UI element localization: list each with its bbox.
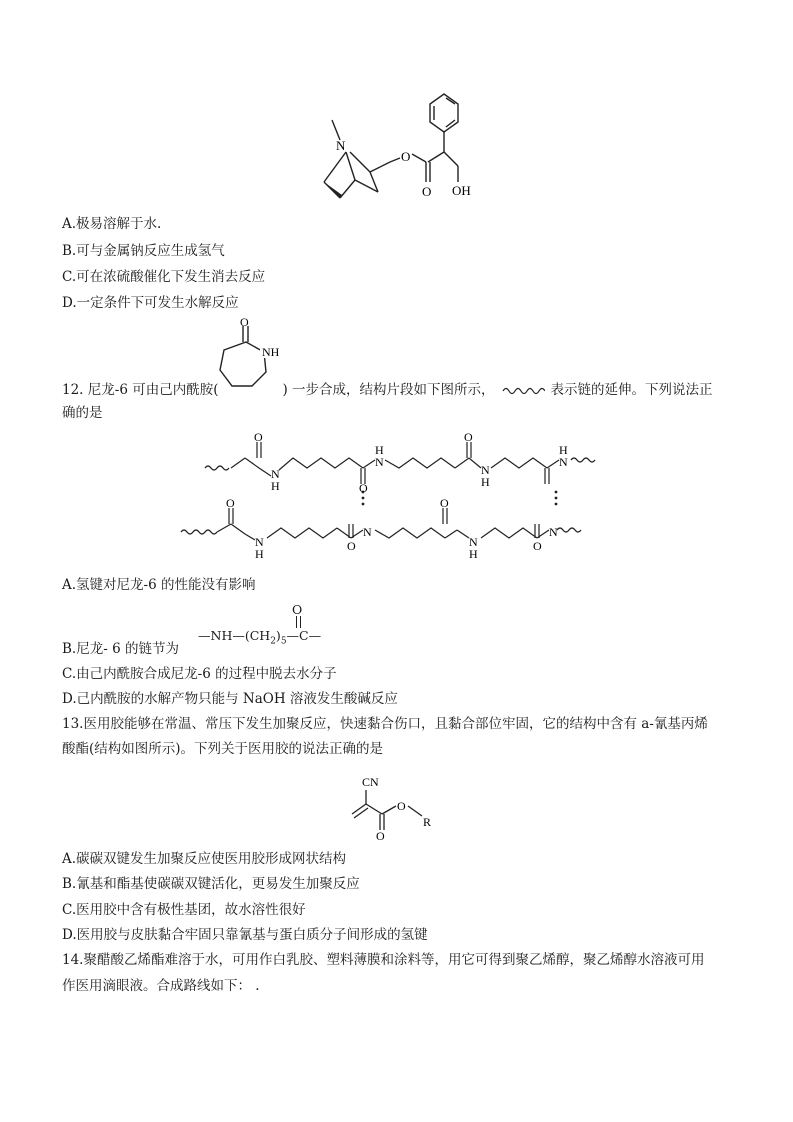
repeat-unit-nh: —NH— [198,628,245,643]
frag-o-3: O [464,430,473,444]
q13-stem-line1: 13.医用胶能够在常温、常压下发生加聚反应，快速黏合伤口，且黏合部位牢固，它的结构中含有 a-氰基丙烯 [62,716,708,732]
q11-structure-figure [300,82,490,210]
nylon6-fragment-figure [175,428,615,576]
q12-stem-suffix: 表示链的延伸。下列说法正 [550,382,713,398]
frag-h-3: H [481,475,490,489]
q11-n-label: N [336,138,346,153]
caprolactam-nh-label: NH [262,345,280,359]
q12-repeat-unit-formula [198,602,338,646]
frag-o-8: O [533,539,542,553]
wavy-chain-icon [501,385,545,397]
repeat-unit-c: —C— [286,628,322,643]
repeat-unit-sub2: 2 [270,636,276,647]
q11-o-label: O [401,149,411,164]
frag-n-8: N [549,525,558,539]
q12-option-b [62,640,179,658]
q12-option-d: D.己内酰胺的水解产物只能与 NaOH 溶液发生酸碱反应 [62,691,398,707]
frag-h-7: H [469,547,478,561]
frag-o-5: O [226,496,235,510]
cyanoacrylate-structure-figure [330,768,450,840]
q12-stem-line1 [62,381,713,399]
frag-h-5: H [255,547,264,561]
cn-label: CN [362,775,379,789]
cyano-carbonyl-o-label: O [376,829,385,840]
q12-stem-line2: 确的是 [62,405,103,421]
q13-option-c: C.医用胶中含有极性基团，故水溶性很好 [62,902,306,918]
q11-option-a: A.极易溶解于水. [62,216,162,232]
frag-n-2: N [375,455,384,469]
q13-option-b: B.氰基和酯基使碳碳双键活化，更易发生加聚反应 [62,876,360,892]
frag-n-6: N [363,525,372,539]
repeat-unit-o: O [292,602,303,617]
q11-option-b: B.可与金属钠反应生成氢气 [62,243,225,259]
frag-n-5: N [255,535,264,549]
q13-option-d: D.医用胶与皮肤黏合牢固只靠氰基与蛋白质分子间形成的氢键 [62,927,428,943]
r-label: R [423,815,432,829]
q11-option-d: D.一定条件下可发生水解反应 [62,295,239,311]
q11-oh-label: OH [452,183,471,198]
frag-o-6: O [347,539,356,553]
frag-n-1: N [271,467,280,481]
repeat-unit-sub5: 5 [280,636,287,647]
q12-stem-middle: ) 一步合成，结构片段如下图所示， [282,382,495,398]
cyano-ester-o-label: O [397,799,406,813]
frag-n-7: N [469,535,478,549]
q13-stem-line2: 酸酯(结构如图所示)。下列关于医用胶的说法正确的是 [62,741,384,757]
q11-carbonyl-o-label: O [422,184,432,199]
frag-h-4: H [559,443,568,457]
q12-stem-prefix: 12. 尼龙-6 可由己内酰胺( [62,382,219,398]
frag-h-2: H [375,443,384,457]
q12-option-a: A.氢键对尼龙-6 的性能没有影响 [62,577,256,593]
q14-stem-line2: 作医用滴眼液。合成路线如下： . [62,978,260,994]
repeat-unit-ch2: (CH [244,628,271,643]
frag-h-1: H [271,479,280,493]
q12-option-b-text: B.尼龙- 6 的链节为 [62,641,179,657]
frag-o-7: O [440,496,449,510]
q13-option-a: A.碳碳双键发生加聚反应使医用胶形成网状结构 [62,851,347,867]
frag-o-2: O [359,481,368,495]
frag-n-4: N [559,455,568,469]
q14-stem-line1: 14.聚醋酸乙烯酯难溶于水，可用作白乳胶、塑料薄膜和涂料等，用它可得到聚乙烯醇，聚乙烯醇水溶液可用 [62,952,705,968]
q12-option-c: C.由己内酰胺合成尼龙-6 的过程中脱去水分子 [62,666,337,682]
caprolactam-o-label: O [240,315,249,329]
frag-n-3: N [481,463,490,477]
q11-option-c: C.可在浓硫酸催化下发生消去反应 [62,269,266,285]
repeat-unit-close: ) [275,628,281,643]
frag-o-1: O [254,430,263,444]
